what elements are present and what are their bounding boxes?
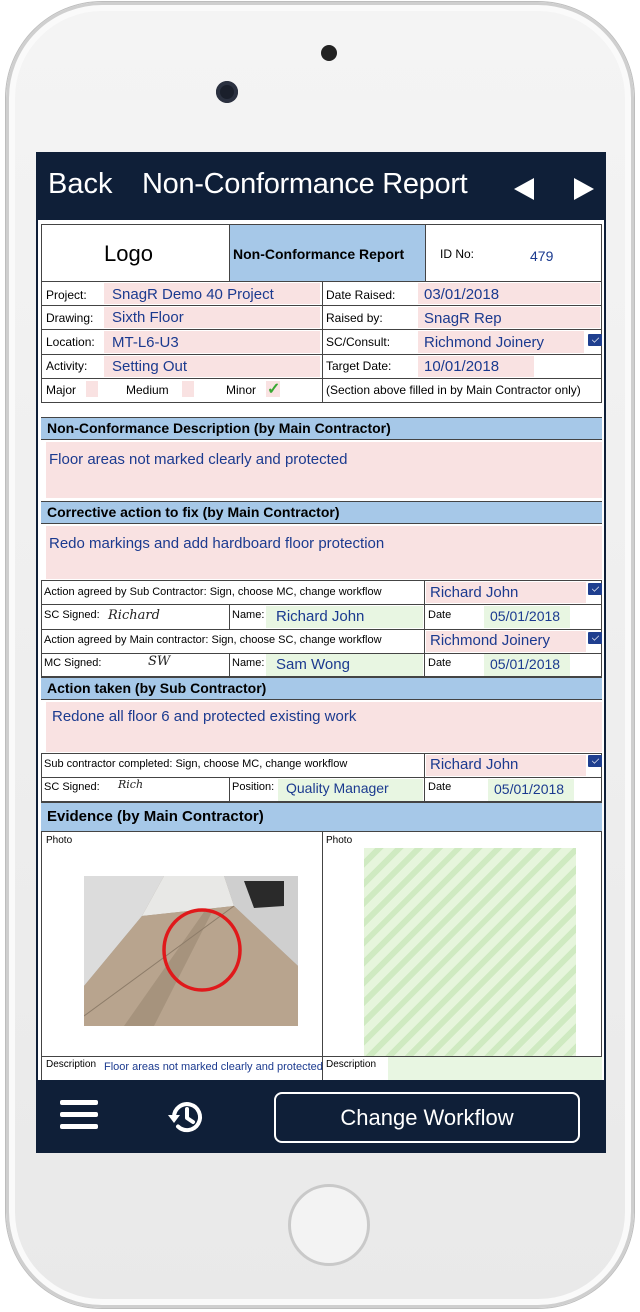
- target-date-value: 10/01/2018: [424, 358, 500, 375]
- raised-by-value: SnagR Rep: [424, 310, 502, 327]
- next-icon[interactable]: [574, 178, 594, 200]
- date-label: Date: [428, 609, 452, 621]
- position-value: Quality Manager: [286, 780, 389, 796]
- row-divider: [41, 305, 602, 306]
- position-label: Position:: [232, 781, 275, 793]
- description-label-2: Description: [326, 1059, 377, 1070]
- date-label: Date: [428, 657, 452, 669]
- change-workflow-button[interactable]: Change Workflow: [274, 1092, 580, 1143]
- logo-label: Logo: [104, 241, 153, 266]
- photo-label-1: Photo: [46, 835, 73, 846]
- envelope-icon[interactable]: [588, 583, 602, 595]
- date-value: 05/01/2018: [494, 781, 565, 797]
- envelope-icon[interactable]: [588, 755, 602, 767]
- sc-signature: Rich: [118, 778, 144, 791]
- drawing-label: Drawing:: [46, 311, 94, 325]
- description-value-1: Floor areas not marked clearly and protected: [104, 1061, 323, 1073]
- sub-agreement-value: Richard John: [430, 584, 519, 601]
- section-note: (Section above filled in by Main Contractor only): [326, 383, 581, 397]
- id-value: 479: [530, 248, 554, 264]
- row-divider: [41, 629, 602, 630]
- nav-bar: [36, 152, 606, 220]
- col-divider: [424, 580, 425, 677]
- row-divider: [41, 354, 602, 355]
- main-agreement-label: Action agreed by Main contractor: Sign, choose SC, change workflow: [44, 634, 382, 646]
- activity-label: Activity:: [46, 359, 88, 373]
- sc-consult-label: SC/Consult:: [326, 335, 391, 349]
- col-divider: [229, 777, 230, 802]
- col-divider: [424, 753, 425, 802]
- report-form: [38, 220, 604, 1080]
- major-checkbox[interactable]: [86, 381, 98, 397]
- envelope-icon[interactable]: [588, 632, 602, 644]
- action-taken-heading: Action taken (by Sub Contractor): [41, 677, 602, 700]
- sub-agreement-label: Action agreed by Sub Contractor: Sign, choose MC, change workflow: [44, 586, 382, 598]
- location-value: MT-L6-U3: [112, 334, 179, 351]
- corrective-text: Redo markings and add hardboard floor protection: [49, 535, 385, 552]
- raised-by-label: Raised by:: [326, 311, 383, 325]
- history-icon[interactable]: [166, 1097, 206, 1137]
- evidence-divider: [322, 831, 323, 1080]
- col-divider: [229, 604, 230, 629]
- project-label: Project:: [46, 288, 87, 302]
- name-label: Name:: [232, 657, 265, 669]
- bottom-toolbar: [36, 1080, 606, 1153]
- corrective-heading: Corrective action to fix (by Main Contractor): [41, 501, 602, 524]
- date-label: Date: [428, 781, 452, 793]
- sc-consult-value: Richmond Joinery: [424, 334, 545, 351]
- sc-signed-label: SC Signed:: [44, 781, 100, 793]
- evidence-heading: Evidence (by Main Contractor): [41, 802, 602, 832]
- description-text: Floor areas not marked clearly and protected: [49, 451, 348, 468]
- back-button[interactable]: Back: [48, 168, 113, 200]
- activity-value: Setting Out: [112, 358, 188, 375]
- date-raised-value: 03/01/2018: [424, 286, 500, 303]
- corrective-field[interactable]: [46, 526, 602, 579]
- target-date-label: Target Date:: [326, 359, 392, 373]
- checkmark-icon: ✓: [267, 381, 281, 398]
- date-value: 05/01/2018: [490, 656, 561, 672]
- date-value: 05/01/2018: [490, 608, 561, 624]
- col-divider: [229, 653, 230, 677]
- mc-signed-label: MC Signed:: [44, 657, 102, 669]
- completion-value: Richard John: [430, 756, 519, 773]
- major-label: Major: [46, 383, 77, 397]
- date-raised-label: Date Raised:: [326, 288, 396, 302]
- front-camera: [216, 81, 238, 103]
- completion-label: Sub contractor completed: Sign, choose MC, change workflow: [44, 758, 348, 770]
- medium-checkbox[interactable]: [182, 381, 194, 397]
- evidence-photo[interactable]: [84, 876, 298, 1026]
- row-divider: [41, 329, 602, 330]
- home-button[interactable]: [288, 1184, 370, 1266]
- drawing-value: Sixth Floor: [112, 309, 184, 326]
- photo-label-2: Photo: [326, 835, 353, 846]
- details-divider: [322, 281, 323, 379]
- name-label: Name:: [232, 609, 265, 621]
- report-title-cell: [229, 224, 426, 282]
- severity-divider: [322, 378, 323, 403]
- mc-signature: SW: [148, 654, 171, 669]
- main-agreement-value: Richmond Joinery: [430, 632, 551, 649]
- name-value: Richard John: [276, 608, 365, 625]
- description-heading: Non-Conformance Description (by Main Contractor): [41, 417, 602, 440]
- id-label: ID No:: [440, 247, 475, 261]
- row-divider: [41, 604, 602, 605]
- name-value: Sam Wong: [276, 656, 350, 673]
- sc-signature: Richard: [108, 608, 160, 623]
- speaker: [321, 45, 337, 61]
- photo-placeholder[interactable]: [364, 848, 576, 1056]
- previous-icon[interactable]: [514, 178, 534, 200]
- action-taken-text: Redone all floor 6 and protected existing work: [52, 708, 357, 725]
- description-label-1: Description: [46, 1059, 97, 1070]
- screen: [36, 152, 606, 1153]
- location-label: Location:: [46, 335, 95, 349]
- medium-label: Medium: [126, 383, 169, 397]
- project-value: SnagR Demo 40 Project: [112, 286, 274, 303]
- report-title: Non-Conformance Report: [233, 246, 405, 262]
- description-field-2[interactable]: [388, 1057, 602, 1080]
- menu-icon[interactable]: [60, 1100, 98, 1130]
- logo-cell: [41, 224, 230, 282]
- id-cell: [425, 224, 602, 282]
- envelope-icon[interactable]: [588, 334, 602, 346]
- minor-label: Minor: [226, 383, 257, 397]
- sc-signed-label: SC Signed:: [44, 609, 100, 621]
- page-title: Non-Conformance Report: [142, 168, 468, 200]
